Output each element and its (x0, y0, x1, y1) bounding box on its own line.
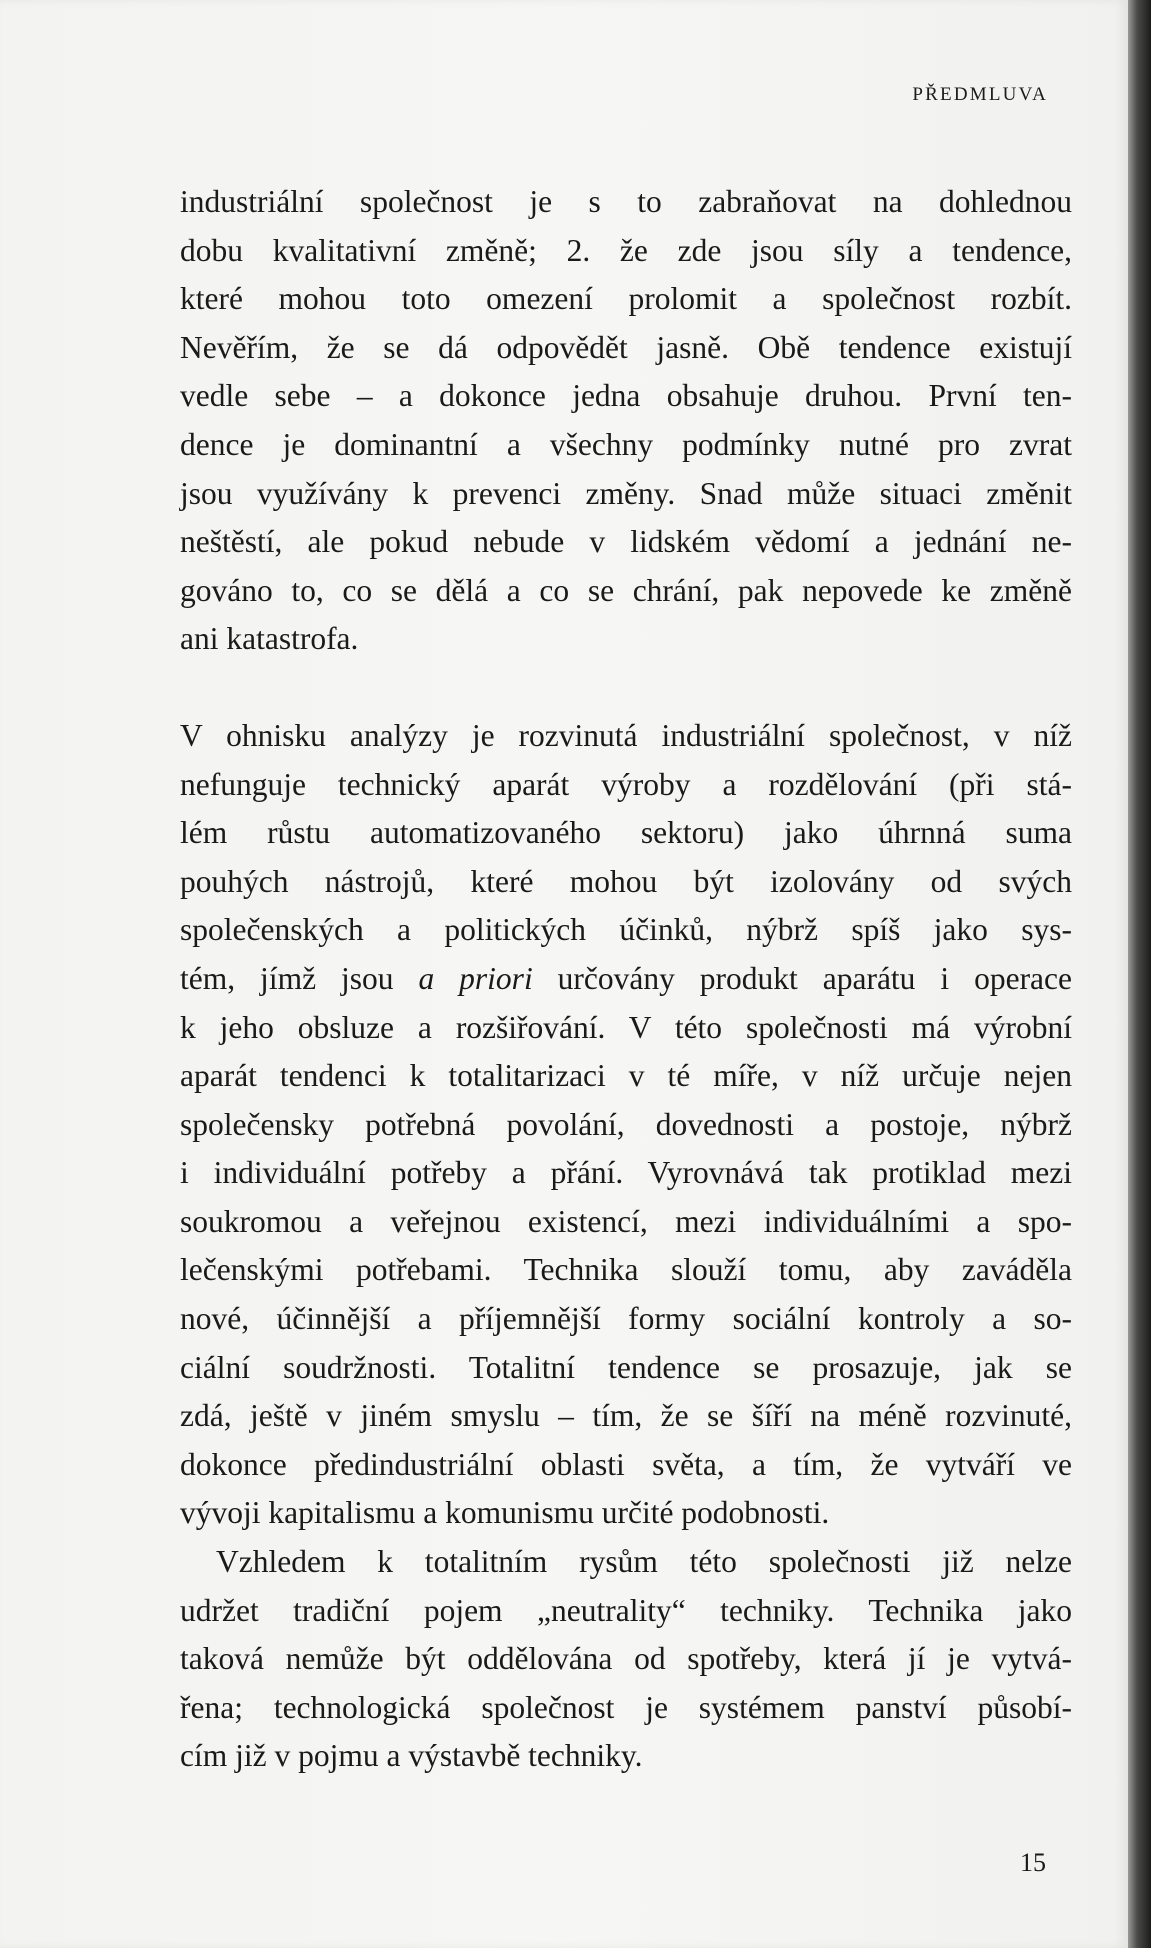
text-line: nefunguje technický aparát výroby a rozdělování (při stá- (180, 766, 1072, 802)
text-line: neštěstí, ale pokud nebude v lidském vědomí a jednání ne- (180, 524, 1072, 560)
body-text (180, 178, 1072, 1781)
text-line: Vzhledem k totalitním rysům této společnosti již nelze (216, 1544, 1072, 1580)
text-fragment: určovány produkt aparátu i operace (532, 960, 1073, 996)
paragraph-3 (180, 1538, 1072, 1781)
text-line: udržet tradiční pojem „neutrality“ techniky. Technika jako (180, 1592, 1072, 1628)
text-line: společensky potřebná povolání, dovednosti a postoje, nýbrž (180, 1106, 1072, 1142)
text-line: společenských a politických účinků, nýbrž spíš jako sys- (180, 912, 1072, 948)
text-line: aparát tendenci k totalitarizaci v té míře, v níž určuje nejen (180, 1058, 1072, 1094)
text-line: dobu kvalitativní změně; 2. že zde jsou síly a tendence, (180, 232, 1072, 268)
page-edge-shadow (1128, 0, 1151, 1948)
text-line: k jeho obsluze a rozšiřování. V této společnosti má výrobní (180, 1009, 1072, 1045)
text-line: soukromou a veřejnou existencí, mezi individuálními a spo- (180, 1203, 1072, 1239)
text-line: i individuální potřeby a přání. Vyrovnává tak protiklad mezi (180, 1155, 1072, 1191)
text-line: gováno to, co se dělá a co se chrání, pak nepovede ke změně (180, 572, 1072, 608)
text-line: cím již v pojmu a výstavbě techniky. (180, 1738, 643, 1774)
text-line: pouhých nástrojů, které mohou být izolovány od svých (180, 863, 1072, 899)
text-line: ani katastrofa. (180, 621, 359, 657)
text-line: zdá, ještě v jiném smyslu – tím, že se šíří na méně rozvinuté, (180, 1398, 1072, 1434)
text-line: jsou využívány k prevenci změny. Snad může situaci změnit (180, 475, 1072, 511)
text-line: lém růstu automatizovaného sektoru) jako úhrnná suma (180, 815, 1072, 851)
text-line: ciální soudržnosti. Totalitní tendence se prosazuje, jak se (180, 1349, 1072, 1385)
italic-phrase: a priori (418, 960, 533, 996)
text-line: taková nemůže být oddělována od spotřeby, která jí je vytvá- (180, 1641, 1072, 1677)
text-line-with-italic (180, 955, 1072, 1004)
text-line: lečenskými potřebami. Technika slouží tomu, aby zaváděla (180, 1252, 1072, 1288)
running-head: PŘEDMLUVA (912, 84, 1048, 105)
paragraph-2 (180, 712, 1072, 1538)
text-line: vedle sebe – a dokonce jedna obsahuje druhou. První ten- (180, 378, 1072, 414)
page-number: 15 (1020, 1848, 1046, 1877)
text-line: industriální společnost je s to zabraňovat na dohlednou (180, 184, 1072, 219)
text-line: řena; technologická společnost je systémem panství působí- (180, 1689, 1072, 1725)
text-fragment: tém, jímž jsou (180, 960, 419, 996)
text-line: které mohou toto omezení prolomit a společnost rozbít. (180, 281, 1072, 317)
text-line: V ohnisku analýzy je rozvinutá industriální společnost, v níž (180, 717, 1072, 753)
text-line: nové, účinnější a příjemnější formy sociální kontroly a so- (180, 1301, 1072, 1337)
paragraph-1 (180, 178, 1072, 664)
text-line: Nevěřím, že se dá odpovědět jasně. Obě tendence existují (180, 329, 1072, 365)
text-line: vývoji kapitalismu a komunismu určité podobnosti. (180, 1495, 830, 1531)
text-line: dokonce předindustriální oblasti světa, a tím, že vytváří ve (180, 1446, 1072, 1482)
text-line: dence je dominantní a všechny podmínky nutné pro zvrat (180, 426, 1072, 462)
